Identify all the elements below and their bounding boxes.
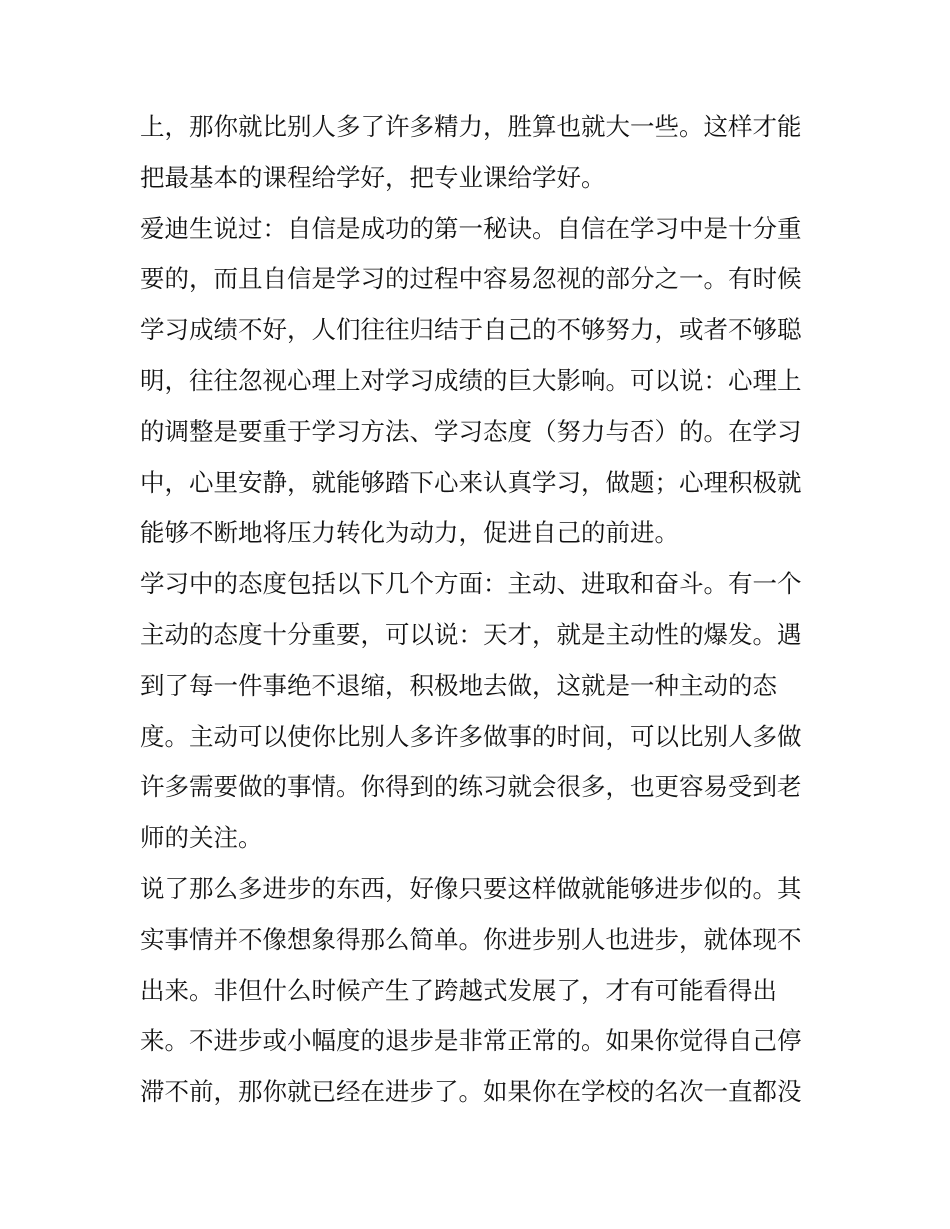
text-line: 许多需要做的事情。你得到的练习就会很多，也更容易受到老 bbox=[140, 772, 802, 802]
text-line: 说了那么多进步的东西，好像只要这样做就能够进步似的。其 bbox=[140, 873, 802, 903]
text-line: 中，心里安静，就能够踏下心来认真学习，做题；心理积极就 bbox=[140, 467, 802, 497]
text-line: 能够不断地将压力转化为动力，促进自己的前进。 bbox=[140, 518, 679, 548]
text-line: 爱迪生说过：自信是成功的第一秘诀。自信在学习中是十分重 bbox=[140, 213, 802, 243]
text-line: 师的关注。 bbox=[140, 823, 263, 853]
text-line: 的调整是要重于学习方法、学习态度（努力与否）的。在学习 bbox=[140, 416, 802, 446]
text-line: 度。主动可以使你比别人多许多做事的时间，可以比别人多做 bbox=[140, 721, 802, 751]
body-text bbox=[140, 102, 820, 1118]
text-line: 滞不前，那你就已经在进步了。如果你在学校的名次一直都没 bbox=[140, 1077, 802, 1107]
text-line: 把最基本的课程给学好，把专业课给学好。 bbox=[140, 162, 606, 192]
text-line: 实事情并不像想象得那么简单。你进步别人也进步，就体现不 bbox=[140, 924, 802, 954]
text-line: 明，往往忽视心理上对学习成绩的巨大影响。可以说：心理上 bbox=[140, 365, 802, 395]
text-line: 学习成绩不好，人们往往归结于自己的不够努力，或者不够聪 bbox=[140, 315, 802, 345]
text-line: 要的，而且自信是学习的过程中容易忽视的部分之一。有时候 bbox=[140, 264, 802, 294]
text-line: 到了每一件事绝不退缩，积极地去做，这就是一种主动的态 bbox=[140, 670, 777, 700]
text-line: 学习中的态度包括以下几个方面：主动、进取和奋斗。有一个 bbox=[140, 569, 802, 599]
text-line: 主动的态度十分重要，可以说：天才，就是主动性的爆发。遇 bbox=[140, 619, 802, 649]
text-line: 来。不进步或小幅度的退步是非常正常的。如果你觉得自己停 bbox=[140, 1026, 802, 1056]
text-line: 上，那你就比别人多了许多精力，胜算也就大一些。这样才能 bbox=[140, 112, 802, 141]
text-line: 出来。非但什么时候产生了跨越式发展了，才有可能看得出 bbox=[140, 975, 777, 1005]
